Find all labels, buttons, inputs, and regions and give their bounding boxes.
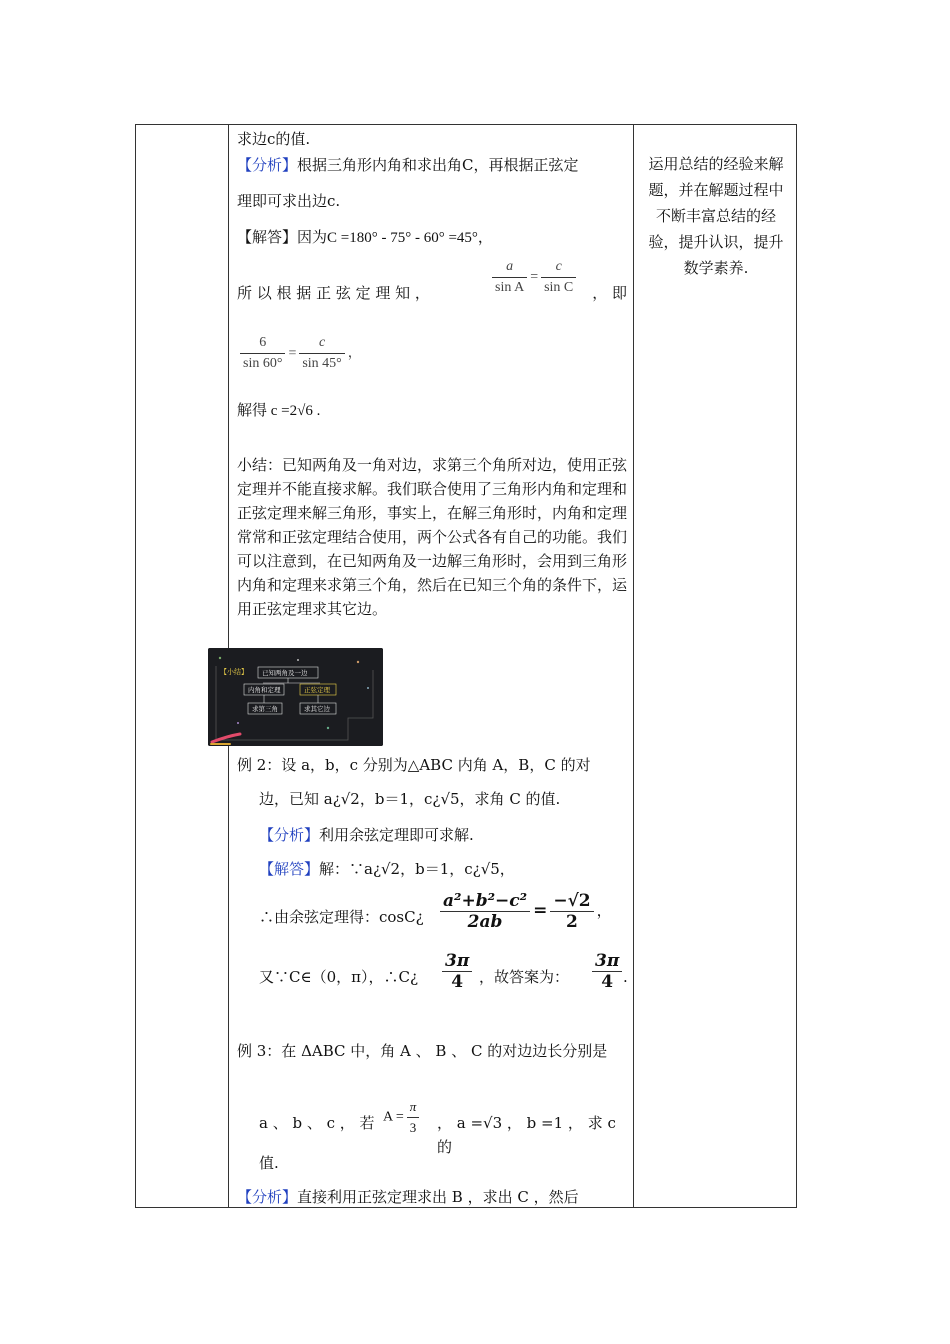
example-2-cos-line: ∴由余弦定理得：cosC¿ $\frac{\text{a²+b²−c²}}{2ab}$ = $\frac{-√2}{2}$ ， — [259, 891, 612, 932]
column-divider-right — [633, 125, 634, 1207]
summary-slide-image — [208, 648, 383, 746]
example-3-analysis: 【分析】直接利用正弦定理求出 B ，求出 C ，然后 — [237, 1188, 579, 1206]
teaching-note: 运用总结的经验来解题，并在解题过程中不断丰富总结的经验，提升认识，提升数学素养. — [648, 155, 784, 277]
sine-sub-equation: $\frac{6}{\sin 60^\circ}$ = $\frac{c}{\sin 45^\circ}$ ， — [237, 346, 362, 361]
slide-box-3: 正弦定理 — [304, 686, 330, 694]
fraction-a-sinA: $\frac{a}{\text{sin A}}$ — [492, 257, 527, 298]
example-3-line2: a 、 b 、 c ， 若 A = $\frac{\pi}{3}$ ， a =√3 ， b =1 ， 求 c 的 — [259, 1099, 616, 1156]
summary-paragraph: 小结：已知两角及一角对边，求第三个角所对边，使用正弦定理并不能直接求解。我们联合使用了三角形内角和定理和正弦定理来解三角形，事实上，在解三角形时，内角和定理常常和正弦定理结合使用，两个公式各有自己的功能。我们可以注意到，在已知两角及一边解三角形时，会用到三角形内角和定理来求第三个角，然后在已知三个角的条件下，运用正弦定理求其它边。 — [237, 456, 628, 618]
example-2-final-line: 又∵C∈（0，π），∴C¿ $\frac{3\pi}{4}$ ，故答案为： $\frac{3\pi}{4}$ . — [259, 951, 628, 992]
line-find-c: 求边c的值. — [237, 130, 311, 148]
example-2-answer: 【解答】解：∵a¿√2，b＝1，c¿√5， — [259, 860, 515, 878]
example-3-line1: 例 3：在 ΔABC 中，角 A 、 B 、 C 的对边边长分别是 — [237, 1042, 608, 1060]
example-2-analysis: 【分析】利用余弦定理即可求解. — [259, 826, 474, 844]
slide-box-5: 求其它边 — [304, 705, 330, 713]
fraction-neg-root2-over-2: $\frac{-√2}{2}$ — [550, 891, 593, 932]
fraction-c-sin45: $\frac{c}{\sin 45^\circ}$ — [299, 333, 344, 374]
summary-flowchart-graphic — [208, 648, 383, 746]
slide-tag: 【小结】 — [220, 668, 248, 676]
sine-law-equation: $\frac{a}{\text{sin A}}$ = $\frac{c}{\text{sin C}}$ — [489, 257, 579, 298]
fraction-6-sin60: $\frac{6}{\sin 60^\circ}$ — [240, 333, 285, 374]
analysis-1 — [237, 153, 627, 177]
sine-law-line — [237, 257, 627, 305]
slide-box-4: 求第三角 — [252, 705, 278, 713]
answer-text: 因为C =180° - 75° - 60° =45°， — [297, 230, 493, 246]
A-equals-pi-over-3: A = $\frac{\pi}{3}$ — [383, 1097, 422, 1138]
fraction-c-sinC: $\frac{c}{\text{sin C}}$ — [541, 257, 576, 298]
example-2-line1: 例 2：设 a，b，c 分别为△ABC 内角 A，B，C 的对 — [237, 756, 591, 774]
slide-box-1: 已知两角及一边 — [262, 669, 308, 677]
sine-law-lead: 所 以 根 据 正 弦 定 理 知 ， — [237, 284, 430, 302]
answer-tag: 【解答】 — [237, 228, 298, 246]
analysis-text-1: 根据三角形内角和求出角C，再根据正弦定 — [297, 156, 579, 174]
fraction-3pi-over-4-b: $\frac{3\pi}{4}$ — [592, 951, 622, 992]
sine-law-tail: ， 即 — [592, 284, 627, 302]
fraction-3pi-over-4-a: $\frac{3\pi}{4}$ — [442, 951, 472, 992]
example-2-line2: 边，已知 a¿√2，b＝1，c¿√5，求角 C 的值. — [259, 790, 561, 808]
analysis-1-line2: 理即可求出边c. — [237, 192, 341, 210]
slide-box-2: 内角和定理 — [248, 686, 281, 694]
analysis-tag: 【分析】 — [237, 156, 298, 174]
cosine-equation: $\frac{\text{a²+b²−c²}}{2ab}$ = $\frac{-√2}{2}$ ， — [437, 891, 612, 932]
sine-sub-line — [237, 333, 627, 383]
fraction-cosine-law: $\frac{\text{a²+b²−c²}}{2ab}$ — [440, 891, 530, 932]
example-3-line3: 值. — [259, 1154, 279, 1172]
answer-1 — [237, 225, 627, 250]
solve-line: 解得 c =2√6 . — [237, 403, 321, 419]
